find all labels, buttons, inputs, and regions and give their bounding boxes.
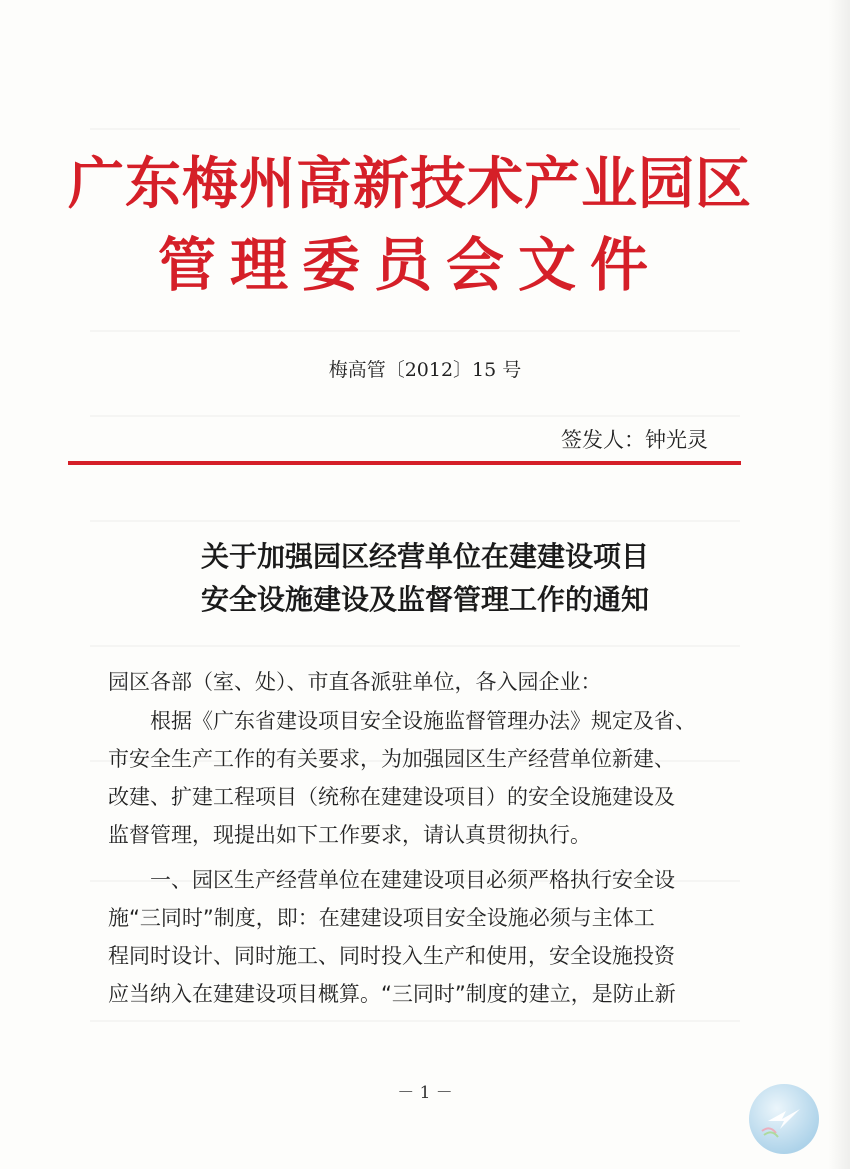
bleed-through-line: [90, 645, 740, 647]
paragraph-line: 一、园区生产经营单位在建建设项目必须严格执行安全设: [108, 868, 675, 892]
paragraph-2: [108, 861, 718, 1013]
bleed-through-line: [90, 128, 740, 130]
red-separator-rule: [68, 461, 741, 465]
signer: 签发人：钟光灵: [561, 428, 708, 452]
paragraph-line: 监督管理，现提出如下工作要求，请认真贯彻执行。: [108, 823, 591, 847]
issuer-header-line-1: 广东梅州高新技术产业园区: [68, 151, 752, 217]
notice-title-line-1: 关于加强园区经营单位在建建设项目: [200, 540, 649, 573]
paragraph-1: [108, 702, 718, 854]
paragraph-line: 施“三同时”制度，即：在建建设项目安全设施必须与主体工: [108, 906, 655, 930]
page-number: － 1 －: [397, 1083, 453, 1103]
bleed-through-line: [90, 415, 740, 417]
bleed-through-line: [90, 1020, 740, 1022]
document-number: 梅高管〔2012〕15 号: [328, 359, 522, 381]
bleed-through-line: [90, 520, 740, 522]
issuer-header-line-2: 管理委员会文件: [157, 231, 662, 299]
recipients: 园区各部（室、处）、市直各派驻单位，各入园企业：: [108, 670, 602, 694]
notice-title-line-2: 安全设施建设及监督管理工作的通知: [200, 583, 649, 616]
watermark-logo-icon: [746, 1081, 822, 1157]
paragraph-line: 市安全生产工作的有关要求，为加强园区生产经营单位新建、: [108, 747, 675, 771]
paragraph-line: 程同时设计、同时施工、同时投入生产和使用，安全设施投资: [108, 944, 675, 968]
paragraph-line: 应当纳入在建建设项目概算。“三同时”制度的建立，是防止新: [108, 982, 676, 1006]
bleed-through-line: [90, 330, 740, 332]
paragraph-line: 改建、扩建工程项目（统称在建建设项目）的安全设施建设及: [108, 785, 675, 809]
paragraph-line: 根据《广东省建设项目安全设施监督管理办法》规定及省、: [108, 709, 696, 733]
